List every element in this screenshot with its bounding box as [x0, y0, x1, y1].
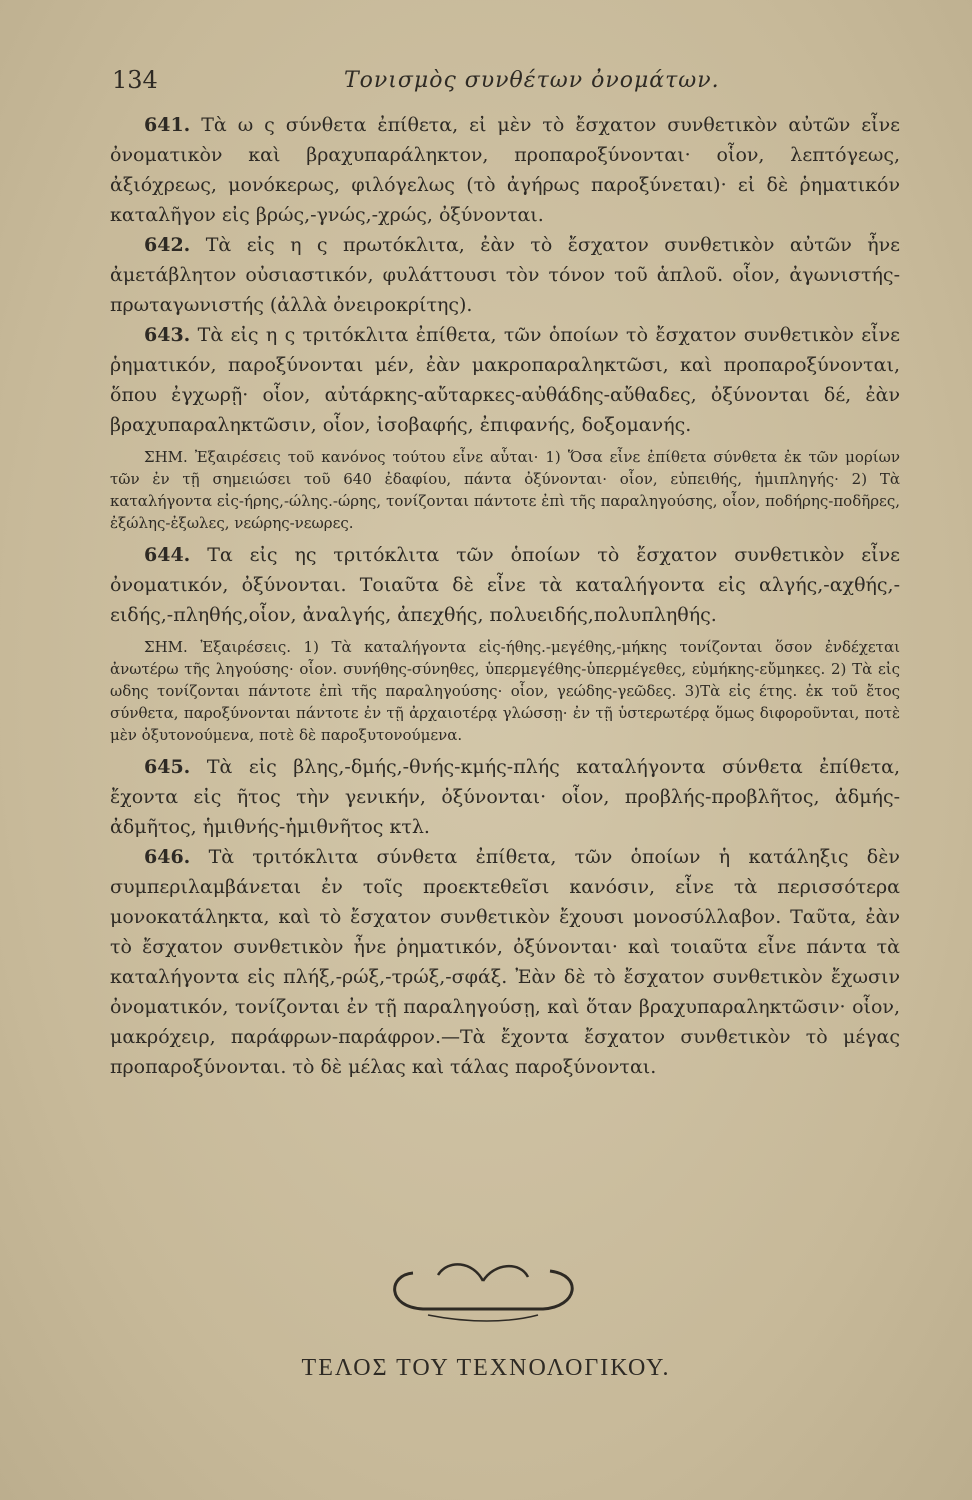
section-645 [110, 752, 900, 842]
section-text: Τὰ τριτόκλιτα σύνθετα ἐπίθετα, τῶν ὁποίων ἡ κατάληξις δὲν συμπεριλαμβάνεται ἐν τοῖς προεκτεθεῖσι κανόσιν, εἶνε τὰ περισσότερα μονοκατάληκτα, καὶ τὸ ἔσχατον συνθετικὸν ἔχουσι μονοσύλλαβον. Ταῦτα, ἐὰν τὸ ἔσχατον συνθετικὸν ἦνε ῥηματικόν, ὀξύνονται· καὶ τοιαῦτα εἶνε πάντα τὰ καταλήγοντα εἰς πλήξ,-ρώξ,-τρώξ,-σφάξ. Ἐὰν δὲ τὸ ἔσχατον συνθετικὸν ἔχωσιν ὀνοματικόν, τονίζονται ἐν τῇ παραληγούσῃ, καὶ ὅταν βραχυπαραληκτῶσιν· οἷον, μακρόχειρ, παράφρων-παράφρον.—Τὰ ἔχοντα ἔσχατον συνθετικὸν τὸ μέγας προπαροξύνονται. τὸ δὲ μέλας καὶ τάλας παροξύνονται. [110, 846, 900, 1078]
section-number: 645. [144, 756, 191, 778]
note-643 [110, 446, 900, 534]
ornament-icon [378, 1245, 588, 1329]
section-643 [110, 320, 900, 440]
page-header [112, 66, 892, 106]
note-text: ΣΗΜ. Ἐξαιρέσεις τοῦ κανόνος τούτου εἶνε αὗται· 1) Ὅσα εἶνε ἐπίθετα σύνθετα ἐκ τῶν μορίων τῶν ἐν τῇ σημειώσει τοῦ 640 ἐδαφίου, πάντα ὀξύνονται· οἷον, εὐπειθής, ἡμιπληγής· 2) Τὰ καταλήγοντα εἰς-ήρης,-ώλης.-ώρης, τονίζονται πάντοτε ἐπὶ τῆς παραληγούσης, οἷον, ποδήρης-ποδῆρες, ἐξώλης-ἐξωλες, νεώρης-νεωρες. [110, 448, 900, 532]
page-body [110, 110, 900, 1082]
page-number: 134 [112, 66, 158, 94]
section-644 [110, 540, 900, 630]
section-number: 641. [144, 114, 191, 136]
section-text: Τὰ εἰς βλης,-δμής,-θνής-κμής-πλής καταλήγοντα σύνθετα ἐπίθετα, ἔχοντα εἰς ῆτος τὴν γενικήν, ὀξύνονται· οἷον, προβλής-προβλῆτος, ἀδμής-ἀδμῆτος, ἡμιθνής-ἡμιθνῆτος κτλ. [110, 756, 900, 838]
section-text: Τὰ εἰς η ς πρωτόκλιτα, ἐὰν τὸ ἔσχατον συνθετικὸν αὐτῶν ἦνε ἀμετάβλητον οὐσιαστικόν, φυλάττουσι τὸν τόνον τοῦ ἁπλοῦ. οἷον, ἀγωνιστής-πρωταγωνιστής (ἀλλὰ ὀνειροκρίτης). [110, 234, 900, 316]
section-646 [110, 842, 900, 1082]
section-text: Τα εἰς ης τριτόκλιτα τῶν ὁποίων τὸ ἔσχατον συνθετικὸν εἶνε ὀνοματικόν, ὀξύνονται. Τοιαῦτα δὲ εἶνε τὰ καταλήγοντα εἰς αλγής,-αχθής,-ειδής,-πληθής,οἷον, ἀναλγής, ἀπεχθής, πολυειδής,πολυπληθής. [110, 544, 900, 626]
section-number: 646. [144, 846, 191, 868]
section-642 [110, 230, 900, 320]
section-text: Τὰ εἰς η ς τριτόκλιτα ἐπίθετα, τῶν ὁποίων τὸ ἔσχατον συνθετικὸν εἶνε ῥηματικόν, παροξύνονται μέν, ἐὰν μακροπαραληκτῶσι, καὶ προπαροξύνονται, ὅπου ἐγχωρῇ· οἷον, αὐτάρκης-αὔταρκες-αὐθάδης-αὔθαδες, ὀξύνονται δέ, ἐὰν βραχυπαραληκτῶσιν, οἷον, ἰσοβαφής, ἐπιφανής, δοξομανής. [110, 324, 900, 436]
section-number: 642. [144, 234, 191, 256]
note-text: ΣΗΜ. Ἐξαιρέσεις. 1) Τὰ καταλήγοντα εἰς-ήθης.-μεγέθης,-μήκης τονίζονται ὅσον ἐνδέχεται ἀνωτέρω τῆς ληγούσης· οἷον. συνήθης-σύνηθες, ὑπερμεγέθης-ὑπερμέγεθες, εὐμήκης-εὔμηκες. 2) Τὰ εἰς ωδης τονίζονται πάντοτε ἐπὶ τῆς παραληγούσης· οἷον, γεώδης-γεῶδες. 3)Τὰ εἰς έτης. ἐκ τοῦ ἔτος σύνθετα, παροξύνονται πάντοτε ἐν τῇ ἀρχαιοτέρᾳ γλώσσῃ· ἐν τῇ ὑστερωτέρᾳ ὅμως διφοροῦνται, ποτὲ μὲν ὀξυτονούμενα, ποτὲ δὲ παροξυτονούμενα. [110, 638, 900, 744]
section-641 [110, 110, 900, 230]
section-number: 643. [144, 324, 191, 346]
section-number: 644. [144, 544, 191, 566]
section-text: Τὰ ω ς σύνθετα ἐπίθετα, εἰ μὲν τὸ ἔσχατον συνθετικὸν αὐτῶν εἶνε ὀνοματικὸν καὶ βραχυπαράληκτον, προπαροξύνονται· οἷον, λεπτόγεως, ἀξιόχρεως, μονόκερως, φιλόγελως (τὸ ἀγήρως παροξύνεται)· εἰ δὲ ῥηματικόν καταλῆγον εἰς βρώς,-γνώς,-χρώς, ὀξύνονται. [110, 114, 900, 226]
running-title: Τονισμὸς συνθέτων ὀνομάτων. [344, 68, 720, 93]
note-644 [110, 636, 900, 746]
end-title: ΤΕΛΟΣ ΤΟΥ ΤΕΧΝΟΛΟΓΙΚΟΥ. [301, 1355, 671, 1381]
